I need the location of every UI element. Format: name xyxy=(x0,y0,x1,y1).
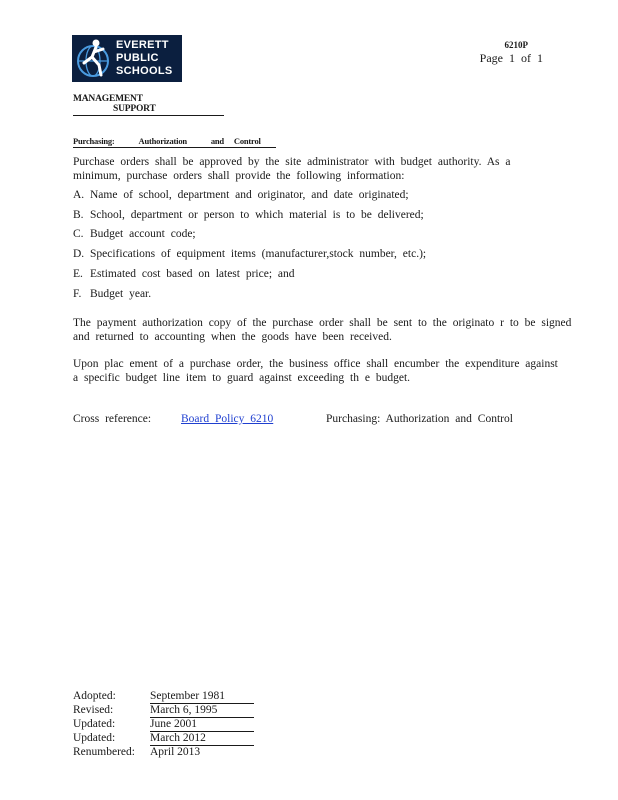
placement-paragraph xyxy=(73,357,558,385)
payment-paragraph xyxy=(73,316,571,344)
list-marker: C. xyxy=(73,228,84,240)
policy-title-purchasing: Purchasing: xyxy=(73,136,115,146)
list-text: Specifications of equipment items (manufacturer,stock number, etc.); xyxy=(90,248,427,260)
history-date: March 2012 xyxy=(150,732,254,746)
list-item xyxy=(73,228,196,240)
policy-number: 6210P xyxy=(504,40,528,50)
history-date: June 2001 xyxy=(150,718,254,732)
list-item xyxy=(73,268,295,280)
logo-text-line-2: PUBLIC xyxy=(116,52,159,64)
list-marker: F. xyxy=(73,288,82,300)
list-text: School, department or person to which material is to be delivered; xyxy=(90,209,424,221)
history-date: April 2013 xyxy=(150,746,201,758)
list-item xyxy=(73,288,151,300)
policy-title-authorization: Authorization xyxy=(138,136,187,146)
history-label: Revised: xyxy=(73,704,114,716)
policy-title-and: and xyxy=(210,136,224,146)
list-text: Budget year. xyxy=(90,288,152,300)
logo-text-line-3: SCHOOLS xyxy=(116,65,173,77)
list-item xyxy=(73,189,409,201)
list-item xyxy=(73,248,426,260)
list-item xyxy=(73,209,424,221)
placement-line-1: Upon plac ement of a purchase order, the business office shall encumber the expenditure against xyxy=(73,358,558,370)
list-marker: E. xyxy=(73,268,83,280)
district-logo xyxy=(72,35,182,82)
logo-text-line-1: EVERETT xyxy=(116,39,169,51)
placement-line-2: a specific budget line item to guard against exceeding th e budget. xyxy=(73,372,411,384)
intro-line-1: Purchase orders shall be approved by the site administrator with budget authority. As a xyxy=(73,156,511,168)
page-indicator: Page 1 of 1 xyxy=(479,51,543,65)
board-policy-link[interactable]: Board Policy 6210 xyxy=(181,413,274,425)
section-left: MANAGEMENT xyxy=(73,94,143,104)
history-date: September 1981 xyxy=(150,690,254,704)
section-heading xyxy=(73,94,224,116)
list-marker: D. xyxy=(73,248,85,260)
history-label: Renumbered: xyxy=(73,746,135,758)
payment-line-2: and returned to accounting when the goods have been received. xyxy=(73,331,392,343)
list-text: Budget account code; xyxy=(90,228,196,240)
list-text: Name of school, department and originator, and date originated; xyxy=(90,189,409,201)
history-label: Updated: xyxy=(73,732,116,744)
globe-runner-icon xyxy=(72,35,118,82)
section-right: SUPPORT xyxy=(113,104,156,114)
payment-line-1: The payment authorization copy of the purchase order shall be sent to the originato r to be signed xyxy=(73,317,572,329)
intro-line-2: minimum, purchase orders shall provide the following information: xyxy=(73,170,405,182)
list-marker: B. xyxy=(73,209,84,221)
policy-title xyxy=(73,136,276,148)
policy-title-control: Control xyxy=(233,136,261,146)
list-text: Estimated cost based on latest price; and xyxy=(90,268,295,280)
history-date: March 6, 1995 xyxy=(150,704,254,718)
history-label: Updated: xyxy=(73,718,116,730)
cross-reference-title: Purchasing: Authorization and Control xyxy=(326,413,513,425)
history-label: Adopted: xyxy=(73,690,116,702)
list-marker: A. xyxy=(73,189,85,201)
cross-reference-label: Cross reference: xyxy=(73,413,152,425)
intro-paragraph xyxy=(73,155,510,183)
